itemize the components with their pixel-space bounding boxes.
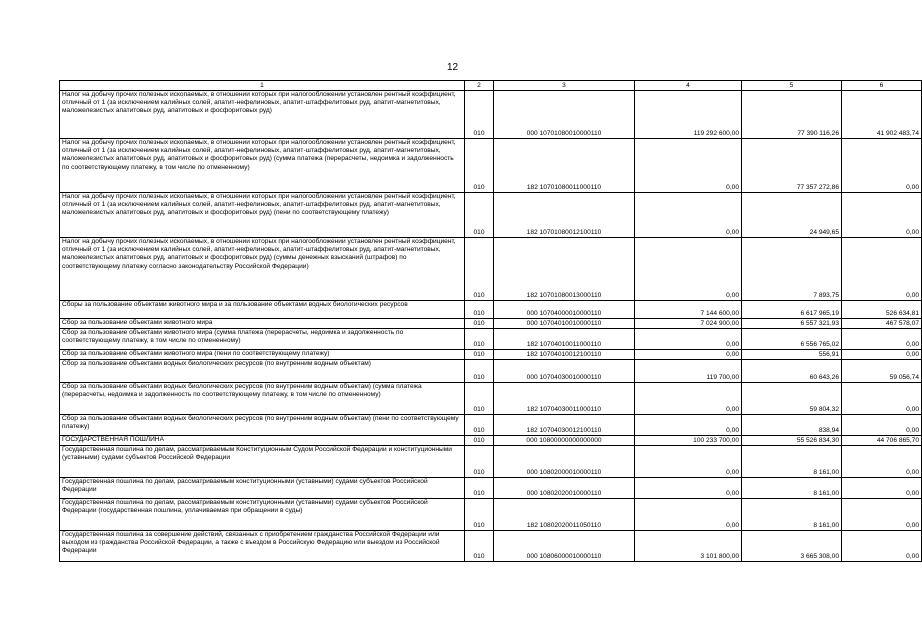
row-name	[60, 329, 465, 350]
unexecuted-amount: 0,00	[842, 446, 922, 478]
budget-classification-code: 000 10806000010000110	[494, 531, 635, 562]
row-name	[60, 193, 465, 238]
table-row	[60, 301, 922, 319]
budget-classification-code: 182 10802020011050110	[494, 499, 635, 531]
executed-amount: 6 557 321,93	[742, 319, 842, 329]
row-line-code: 010	[465, 91, 494, 139]
column-header: 3	[494, 81, 635, 91]
table-row	[60, 446, 922, 478]
row-line-code: 010	[465, 329, 494, 350]
table-row	[60, 91, 922, 139]
executed-amount: 59 804,32	[742, 383, 842, 415]
unexecuted-amount: 0,00	[842, 139, 922, 193]
table-row	[60, 499, 922, 531]
row-name-text: Сбор за пользование объектами водных биологических ресурсов (по внутренним водным объектам) (пени по соответствующему платежу)	[62, 415, 459, 431]
row-name-text: Налог на добычу прочих полезных ископаемых, в отношении которых при налогообложении установлен рентный коэффициент, отличный от 1 (за исключением калийных солей, апатит-нефелиновых, апатит-штаффелитовых руд, апатит-магнетитовых, маложелезистых апатитовых руд, апатитовых и фосфоритовых руд)	[62, 91, 456, 115]
row-name-text: Государственная пошлина за совершение действий, связанных с приобретением гражданства Российской Федерации или выходом из гражданства Российской Федерации, а также с въездом в Российскую Федерацию или выездом из Российской Федерации	[62, 531, 440, 555]
budget-classification-code: 000 10704030010000110	[494, 360, 635, 383]
row-name-text: Сбор за пользование объектами животного мира	[62, 319, 213, 326]
row-line-code: 010	[465, 350, 494, 360]
budget-classification-code: 182 10704030012100110	[494, 415, 635, 436]
row-line-code: 010	[465, 499, 494, 531]
row-line-code: 010	[465, 301, 494, 319]
executed-amount: 55 526 834,30	[742, 436, 842, 446]
table-row	[60, 193, 922, 238]
executed-amount: 6 617 965,19	[742, 301, 842, 319]
row-name-text: Сборы за пользование объектами животного мира и за пользование объектами водных биологических ресурсов	[62, 301, 408, 308]
approved-amount: 0,00	[635, 499, 742, 531]
column-header: 2	[465, 81, 494, 91]
unexecuted-amount: 0,00	[842, 531, 922, 562]
column-header: 4	[635, 81, 742, 91]
row-line-code: 010	[465, 139, 494, 193]
unexecuted-amount: 0,00	[842, 238, 922, 301]
approved-amount: 3 101 800,00	[635, 531, 742, 562]
row-name-text: Государственная пошлина по делам, рассматриваемым конституционными (уставными) судами субъектов Российской Федерации	[62, 478, 428, 494]
row-name-text: Налог на добычу прочих полезных ископаемых, в отношении которых при налогообложении установлен рентный коэффициент, отличный от 1 (за исключением калийных солей, апатит-нефелиновых, апатит-штаффелитовых руд, апатит-магнетитовых, маложелезистых апатитовых руд, апатитовых и фосфоритовых руд) (сумма платежа (перерасчеты, недоимка и задолженность по соответствующему платежу, в том числе по отмененному)	[62, 139, 456, 171]
budget-classification-code: 182 10701080012100110	[494, 193, 635, 238]
budget-classification-code: 000 10704000010000110	[494, 301, 635, 319]
table-row	[60, 139, 922, 193]
row-name	[60, 478, 465, 499]
row-name	[60, 301, 465, 319]
row-name	[60, 499, 465, 531]
unexecuted-amount: 41 902 483,74	[842, 91, 922, 139]
executed-amount: 838,94	[742, 415, 842, 436]
executed-amount: 24 949,65	[742, 193, 842, 238]
approved-amount: 100 233 700,00	[635, 436, 742, 446]
row-name-text: Государственная пошлина по делам, рассматриваемым Конституционным Судом Российской Федерации и конституционными (уставными) судами субъектов Российской Федерации	[62, 446, 452, 462]
approved-amount: 0,00	[635, 139, 742, 193]
unexecuted-amount: 0,00	[842, 193, 922, 238]
table-row	[60, 415, 922, 436]
executed-amount: 8 161,00	[742, 478, 842, 499]
table-row	[60, 329, 922, 350]
row-line-code: 010	[465, 415, 494, 436]
row-name-text: Налог на добычу прочих полезных ископаемых, в отношении которых при налогообложении установлен рентный коэффициент, отличный от 1 (за исключением калийных солей, апатит-нефелиновых, апатит-штаффелитовых руд, апатит-магнетитовых, маложелезистых апатитовых руд, апатитовых и фосфоритовых руд) (пени по соответствующему платежу)	[62, 193, 456, 217]
row-name-text: ГОСУДАРСТВЕННАЯ ПОШЛИНА	[62, 436, 164, 443]
executed-amount: 556,91	[742, 350, 842, 360]
budget-classification-code: 000 10704010010000110	[494, 319, 635, 329]
approved-amount: 0,00	[635, 478, 742, 499]
row-name-text: Сбор за пользование объектами животного мира (пени по соответствующему платежу)	[62, 350, 330, 357]
budget-classification-code: 182 10704010012100110	[494, 350, 635, 360]
approved-amount: 0,00	[635, 415, 742, 436]
table-row	[60, 383, 922, 415]
page-number: 12	[446, 62, 459, 73]
budget-classification-code: 182 10704030011000110	[494, 383, 635, 415]
row-name	[60, 238, 465, 301]
unexecuted-amount: 467 578,07	[842, 319, 922, 329]
unexecuted-amount: 0,00	[842, 383, 922, 415]
approved-amount: 7 024 900,00	[635, 319, 742, 329]
row-name	[60, 350, 465, 360]
row-name	[60, 319, 465, 329]
executed-amount: 7 893,75	[742, 238, 842, 301]
row-line-code: 010	[465, 238, 494, 301]
budget-classification-code: 000 10802000010000110	[494, 446, 635, 478]
executed-amount: 6 556 765,02	[742, 329, 842, 350]
row-name	[60, 436, 465, 446]
row-name	[60, 446, 465, 478]
table-row	[60, 436, 922, 446]
row-line-code: 010	[465, 531, 494, 562]
table-row	[60, 238, 922, 301]
table-row	[60, 360, 922, 383]
row-name	[60, 139, 465, 193]
budget-classification-code: 000 10802020010000110	[494, 478, 635, 499]
table-row	[60, 350, 922, 360]
approved-amount: 119 292 600,00	[635, 91, 742, 139]
unexecuted-amount: 0,00	[842, 329, 922, 350]
column-header: 1	[60, 81, 465, 91]
column-number-row	[60, 81, 922, 91]
table-row	[60, 531, 922, 562]
row-name-text: Государственная пошлина по делам, рассматриваемым конституционными (уставными) судами субъектов Российской Федерации (государственная пошлина, уплачиваемая при обращении в суды)	[62, 499, 428, 515]
row-line-code: 010	[465, 193, 494, 238]
row-line-code: 010	[465, 446, 494, 478]
unexecuted-amount: 59 056,74	[842, 360, 922, 383]
row-name	[60, 383, 465, 415]
row-name-text: Сбор за пользование объектами животного мира (сумма платежа (перерасчеты, недоимка и задолженность по соответствующему платежу, в том числе по отмененному)	[62, 329, 404, 345]
budget-classification-code: 182 10701080011000110	[494, 139, 635, 193]
row-line-code: 010	[465, 360, 494, 383]
unexecuted-amount: 0,00	[842, 350, 922, 360]
row-name-text: Сбор за пользование объектами водных биологических ресурсов (по внутренним водным объектам)	[62, 360, 371, 367]
row-name	[60, 531, 465, 562]
executed-amount: 77 390 116,26	[742, 91, 842, 139]
executed-amount: 77 357 272,86	[742, 139, 842, 193]
executed-amount: 8 161,00	[742, 446, 842, 478]
executed-amount: 3 665 308,00	[742, 531, 842, 562]
executed-amount: 60 643,26	[742, 360, 842, 383]
budget-classification-code: 182 10704010011000110	[494, 329, 635, 350]
budget-classification-code: 000 10701080010000110	[494, 91, 635, 139]
revenue-table	[59, 80, 922, 562]
approved-amount: 0,00	[635, 329, 742, 350]
row-line-code: 010	[465, 478, 494, 499]
unexecuted-amount: 526 634,81	[842, 301, 922, 319]
approved-amount: 0,00	[635, 446, 742, 478]
row-name-text: Налог на добычу прочих полезных ископаемых, в отношении которых при налогообложении установлен рентный коэффициент, отличный от 1 (за исключением калийных солей, апатит-нефелиновых, апатит-штаффелитовых руд, апатит-магнетитовых, маложелезистых апатитовых руд, апатитовых и фосфоритовых руд) (суммы денежных взысканий (штрафов) по соответствующему платежу согласно законодательству Российской Федерации)	[62, 238, 456, 270]
executed-amount: 8 161,00	[742, 499, 842, 531]
row-name	[60, 91, 465, 139]
approved-amount: 0,00	[635, 383, 742, 415]
approved-amount: 119 700,00	[635, 360, 742, 383]
approved-amount: 0,00	[635, 193, 742, 238]
unexecuted-amount: 0,00	[842, 415, 922, 436]
unexecuted-amount: 0,00	[842, 478, 922, 499]
row-line-code: 010	[465, 319, 494, 329]
table-row	[60, 478, 922, 499]
approved-amount: 0,00	[635, 238, 742, 301]
row-line-code: 010	[465, 383, 494, 415]
approved-amount: 7 144 600,00	[635, 301, 742, 319]
row-line-code: 010	[465, 436, 494, 446]
budget-classification-code: 182 10701080013000110	[494, 238, 635, 301]
unexecuted-amount: 0,00	[842, 499, 922, 531]
column-header: 6	[842, 81, 922, 91]
column-header: 5	[742, 81, 842, 91]
row-name	[60, 360, 465, 383]
row-name	[60, 415, 465, 436]
row-name-text: Сбор за пользование объектами водных биологических ресурсов (по внутренним водным объектам) (сумма платежа (перерасчеты, недоимка и задолженность по соответствующему платежу, в том числе по отмененному)	[62, 383, 422, 399]
budget-classification-code: 000 10800000000000000	[494, 436, 635, 446]
table-row	[60, 319, 922, 329]
unexecuted-amount: 44 706 865,70	[842, 436, 922, 446]
approved-amount: 0,00	[635, 350, 742, 360]
